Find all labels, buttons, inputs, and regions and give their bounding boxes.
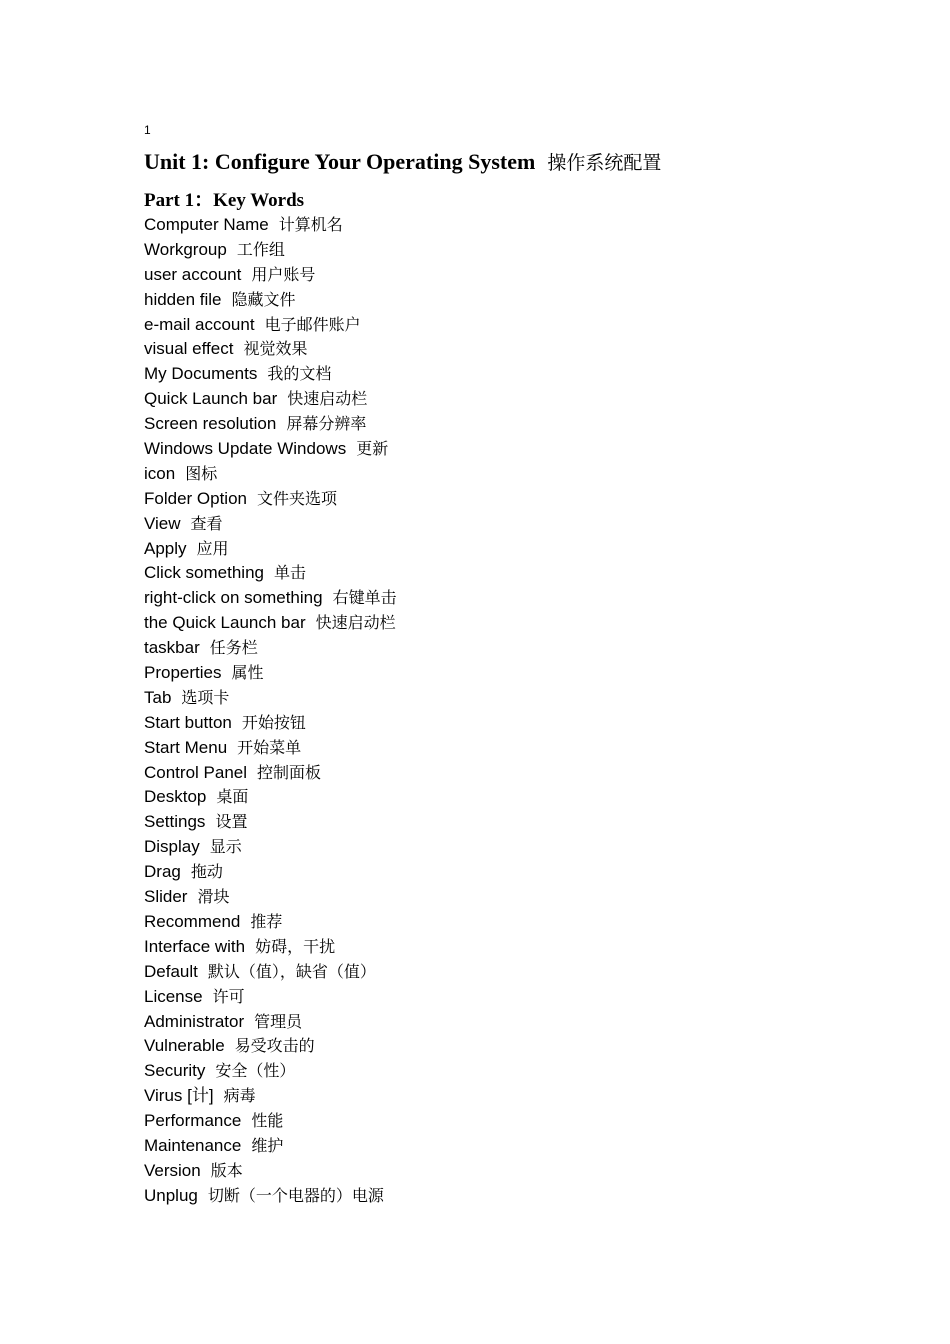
vocabulary-item xyxy=(144,313,904,338)
vocabulary-meaning: 快速启动栏 xyxy=(315,613,396,633)
vocabulary-term: icon xyxy=(144,463,176,483)
vocabulary-meaning: 应用 xyxy=(196,538,229,558)
vocabulary-meaning: 隐藏文件 xyxy=(231,289,296,309)
vocabulary-meaning: 滑块 xyxy=(197,887,230,907)
vocabulary-meaning: 文件夹选项 xyxy=(257,488,338,508)
vocabulary-term: Start button xyxy=(144,712,232,732)
vocabulary-item xyxy=(144,785,904,810)
vocabulary-meaning: 我的文档 xyxy=(267,364,332,384)
vocabulary-item xyxy=(144,835,904,860)
vocabulary-list xyxy=(144,213,904,1209)
vocabulary-item xyxy=(144,910,904,935)
vocabulary-term: Unplug xyxy=(144,1185,198,1205)
vocabulary-term: Administrator xyxy=(144,1011,245,1031)
vocabulary-item xyxy=(144,586,904,611)
unit-title xyxy=(144,148,904,177)
vocabulary-term: My Documents xyxy=(144,364,258,384)
vocabulary-term: License xyxy=(144,986,203,1006)
vocabulary-item xyxy=(144,1010,904,1035)
vocabulary-meaning: 维护 xyxy=(251,1135,284,1155)
vocabulary-meaning: 开始按钮 xyxy=(241,712,306,732)
vocabulary-meaning: 图标 xyxy=(185,463,218,483)
vocabulary-term: Settings xyxy=(144,812,206,832)
vocabulary-item xyxy=(144,810,904,835)
vocabulary-item xyxy=(144,736,904,761)
part-title: Part 1：Key Words xyxy=(144,190,305,211)
vocabulary-term: Drag xyxy=(144,862,181,882)
vocabulary-item xyxy=(144,1184,904,1209)
vocabulary-item xyxy=(144,661,904,686)
vocabulary-term: Security xyxy=(144,1061,206,1081)
vocabulary-term: Computer Name xyxy=(144,215,269,234)
vocabulary-item xyxy=(144,537,904,562)
vocabulary-meaning: 右键单击 xyxy=(332,588,397,608)
vocabulary-item xyxy=(144,885,904,910)
vocabulary-meaning: 显示 xyxy=(209,837,242,857)
vocabulary-item xyxy=(144,337,904,362)
vocabulary-meaning: 桌面 xyxy=(216,787,249,807)
vocabulary-meaning: 任务栏 xyxy=(209,638,258,658)
vocabulary-term: Control Panel xyxy=(144,762,248,782)
vocabulary-meaning: 电子邮件账户 xyxy=(264,314,361,334)
vocabulary-term: e-mail account xyxy=(144,314,255,334)
vocabulary-term: the Quick Launch bar xyxy=(144,613,306,633)
vocabulary-term: Windows Update Windows xyxy=(144,439,347,459)
vocabulary-term: Quick Launch bar xyxy=(144,389,278,409)
vocabulary-meaning: 开始菜单 xyxy=(237,737,302,757)
vocabulary-meaning: 查看 xyxy=(190,513,223,533)
vocabulary-meaning: 默认（值），缺省（值） xyxy=(207,961,376,981)
unit-title-chinese: 操作系统配置 xyxy=(547,152,662,174)
vocabulary-term: Recommend xyxy=(144,911,241,931)
vocabulary-item xyxy=(144,213,904,238)
vocabulary-item xyxy=(144,960,904,985)
vocabulary-term: View xyxy=(144,513,181,533)
vocabulary-term: Screen resolution xyxy=(144,414,277,434)
vocabulary-meaning: 计算机名 xyxy=(278,215,343,234)
vocabulary-item xyxy=(144,935,904,960)
vocabulary-item xyxy=(144,512,904,537)
vocabulary-item xyxy=(144,1134,904,1159)
vocabulary-meaning: 用户账号 xyxy=(251,264,316,284)
vocabulary-meaning: 病毒 xyxy=(223,1086,256,1106)
vocabulary-term: Start Menu xyxy=(144,737,228,757)
vocabulary-term: Click something xyxy=(144,563,264,583)
vocabulary-meaning: 快速启动栏 xyxy=(287,389,368,409)
vocabulary-item xyxy=(144,412,904,437)
vocabulary-meaning: 推荐 xyxy=(250,911,283,931)
document-page xyxy=(144,122,904,1209)
vocabulary-item xyxy=(144,462,904,487)
vocabulary-meaning: 许可 xyxy=(212,986,245,1006)
vocabulary-meaning: 设置 xyxy=(215,812,248,832)
vocabulary-term: Display xyxy=(144,837,200,857)
vocabulary-meaning: 切断（一个电器的）电源 xyxy=(207,1185,384,1205)
vocabulary-term: Workgroup xyxy=(144,239,227,259)
vocabulary-meaning: 视觉效果 xyxy=(243,339,308,359)
vocabulary-item xyxy=(144,288,904,313)
vocabulary-item xyxy=(144,1034,904,1059)
vocabulary-term: Interface with xyxy=(144,936,246,956)
vocabulary-meaning: 单击 xyxy=(274,563,307,583)
vocabulary-term: taskbar xyxy=(144,638,200,658)
vocabulary-meaning: 控制面板 xyxy=(257,762,322,782)
vocabulary-meaning: 管理员 xyxy=(254,1011,303,1031)
vocabulary-term: Folder Option xyxy=(144,488,247,508)
vocabulary-term: right-click on something xyxy=(144,588,323,608)
vocabulary-term: Properties xyxy=(144,663,222,683)
vocabulary-item xyxy=(144,611,904,636)
vocabulary-term: Tab xyxy=(144,687,172,707)
vocabulary-meaning: 属性 xyxy=(231,663,264,683)
vocabulary-item xyxy=(144,362,904,387)
vocabulary-meaning: 工作组 xyxy=(236,239,285,259)
vocabulary-term: hidden file xyxy=(144,289,222,309)
vocabulary-item xyxy=(144,238,904,263)
vocabulary-item xyxy=(144,1059,904,1084)
page-number: 1 xyxy=(144,123,151,137)
vocabulary-item xyxy=(144,387,904,412)
vocabulary-term: visual effect xyxy=(144,339,234,359)
vocabulary-item xyxy=(144,1159,904,1184)
vocabulary-item xyxy=(144,761,904,786)
vocabulary-item xyxy=(144,1084,904,1109)
vocabulary-meaning: 性能 xyxy=(251,1111,284,1131)
vocabulary-meaning: 拖动 xyxy=(190,862,223,882)
vocabulary-meaning: 妨碍，干扰 xyxy=(255,936,336,956)
vocabulary-meaning: 易受攻击的 xyxy=(234,1036,315,1056)
vocabulary-item xyxy=(144,1109,904,1134)
vocabulary-item xyxy=(144,561,904,586)
vocabulary-meaning: 安全（性） xyxy=(215,1061,296,1081)
vocabulary-term: Vulnerable xyxy=(144,1036,225,1056)
vocabulary-term: Desktop xyxy=(144,787,207,807)
vocabulary-term: user account xyxy=(144,264,242,284)
vocabulary-meaning: 选项卡 xyxy=(181,687,230,707)
vocabulary-item xyxy=(144,263,904,288)
unit-title-english: Unit 1: Configure Your Operating System xyxy=(144,149,536,174)
vocabulary-meaning: 屏幕分辨率 xyxy=(286,414,367,434)
vocabulary-term: Version xyxy=(144,1160,201,1180)
vocabulary-term: Performance xyxy=(144,1111,242,1131)
vocabulary-item xyxy=(144,860,904,885)
vocabulary-term: Maintenance xyxy=(144,1135,242,1155)
vocabulary-meaning: 版本 xyxy=(210,1160,243,1180)
vocabulary-item xyxy=(144,437,904,462)
vocabulary-term: Apply xyxy=(144,538,187,558)
vocabulary-item xyxy=(144,686,904,711)
vocabulary-item xyxy=(144,487,904,512)
vocabulary-meaning: 更新 xyxy=(356,439,389,459)
vocabulary-term: Default xyxy=(144,961,198,981)
vocabulary-item xyxy=(144,636,904,661)
vocabulary-item xyxy=(144,985,904,1010)
vocabulary-term: Virus [计] xyxy=(144,1086,214,1106)
vocabulary-item xyxy=(144,711,904,736)
vocabulary-term: Slider xyxy=(144,887,188,907)
